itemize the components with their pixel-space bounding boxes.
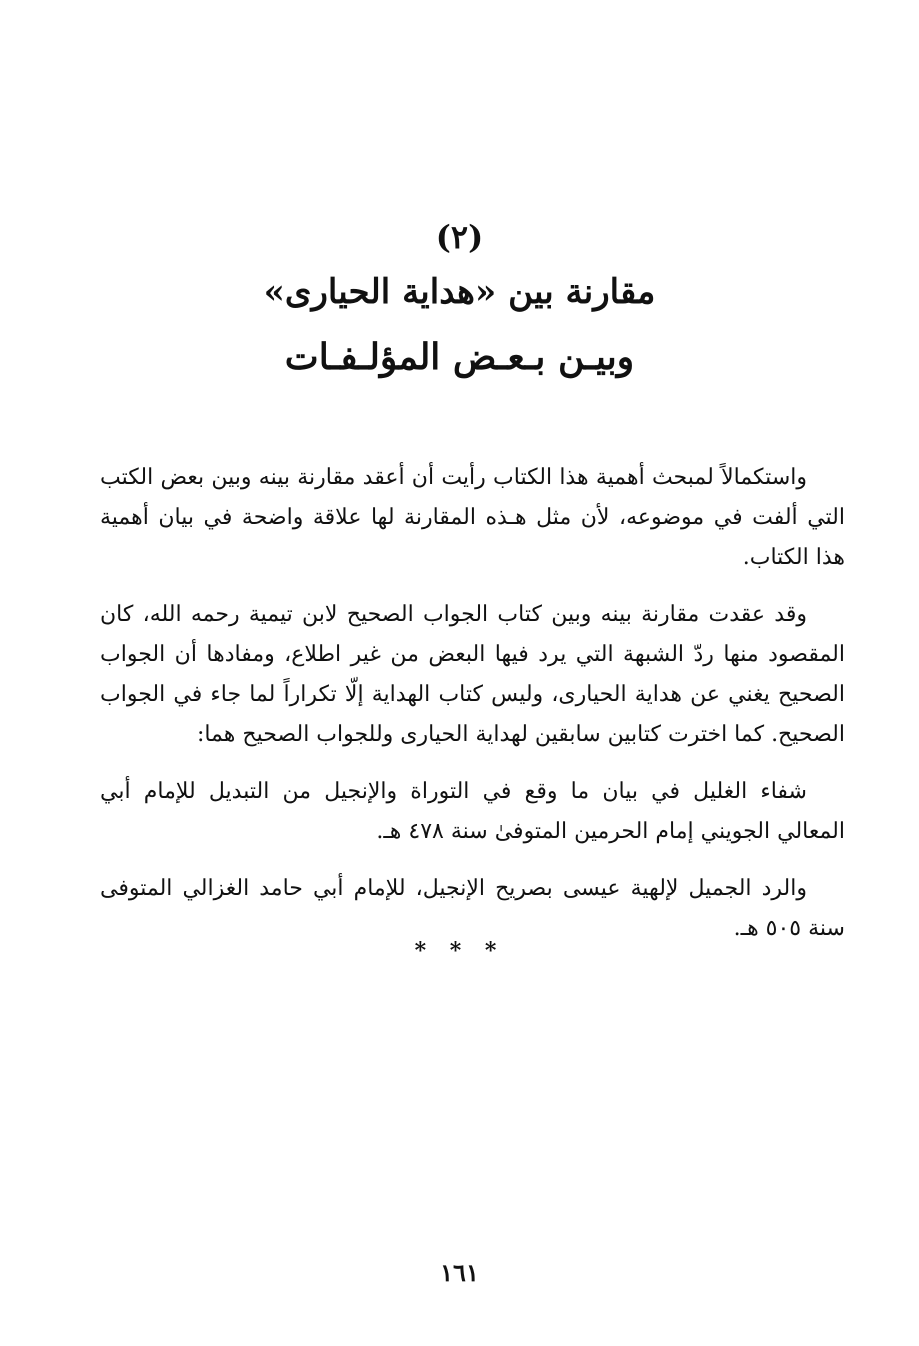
section-title-line-1: مقارنة بين «هداية الحيارى» (263, 272, 656, 312)
paragraph-3: شفاء الغليل في بيان ما وقع في التوراة والإنجيل من التبديل للإمام أبي المعالي الجويني إمام الحرمين المتوفىٰ سنة ٤٧٨ هـ. (100, 779, 845, 844)
page-number: ١٦١ (440, 1258, 479, 1287)
paragraph-1: واستكمالاً لمبحث أهمية هذا الكتاب رأيت أن أعقد مقارنة بينه وبين بعض الكتب التي ألفت في موضوعه، لأن مثل هـذه المقارنة لها علاقة واضحة في بيان أهمية هذا الكتاب. (100, 465, 845, 570)
body-text (100, 458, 845, 966)
section-separator: * * * (414, 938, 505, 964)
section-number: (٢) (435, 218, 484, 256)
paragraph-4: والرد الجميل لإلهية عيسى بصريح الإنجيل، للإمام أبي حامد الغزالي المتوفى سنة ٥٠٥ هـ. (100, 876, 845, 941)
paragraph-2: وقد عقدت مقارنة بينه وبين كتاب الجواب الصحيح لابن تيمية رحمه الله، كان المقصود منها ردّ الشبهة التي يرد فيها البعض من غير اطلاع، ومفادها أن الجواب الصحيح يغني عن هداية الحيارى، وليس كتاب الهداية إلّا تكراراً لما جاء في الجواب الصحيح. كما اخترت كتابين سابقين لهداية الحيارى وللجواب الصحيح هما: (100, 602, 845, 747)
section-title-line-2: وبيـن بـعـض المؤلـفـات (284, 336, 635, 378)
